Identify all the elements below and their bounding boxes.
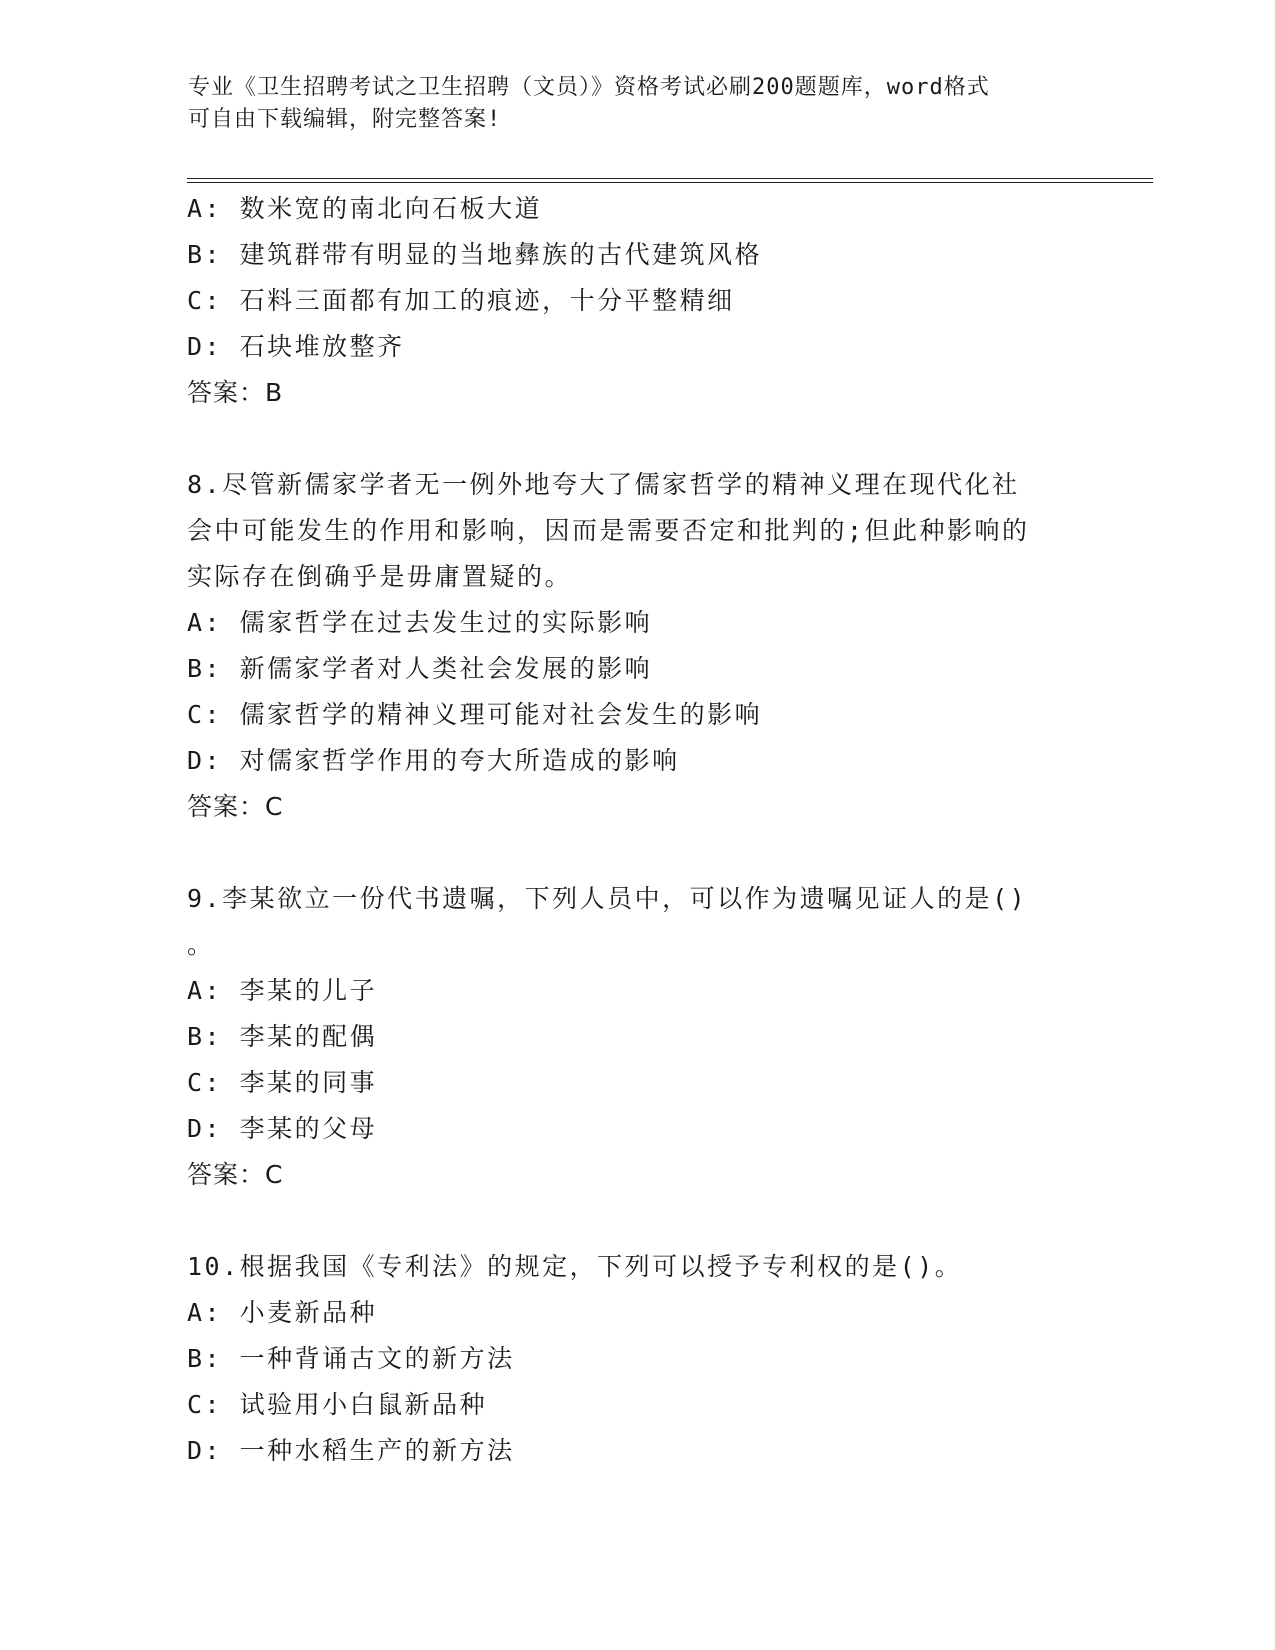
option-b: B: 李某的配偶 xyxy=(187,1022,378,1051)
option-c: C: 李某的同事 xyxy=(187,1068,378,1097)
option-b: B: 一种背诵古文的新方法 xyxy=(187,1344,515,1373)
question-7 xyxy=(187,186,1087,416)
option-d: D: 一种水稻生产的新方法 xyxy=(187,1436,515,1465)
question-text-line: 8.尽管新儒家学者无一例外地夸大了儒家哲学的精神义理在现代化社 xyxy=(187,470,1020,499)
question-text-line: 。 xyxy=(187,930,215,959)
option-c: C: 儒家哲学的精神义理可能对社会发生的影响 xyxy=(187,700,763,729)
option-d: D: 石块堆放整齐 xyxy=(187,332,405,361)
spacer xyxy=(187,1198,1087,1244)
question-text-line: 10.根据我国《专利法》的规定，下列可以授予专利权的是()。 xyxy=(187,1252,963,1281)
option-d: D: 对儒家哲学作用的夸大所造成的影响 xyxy=(187,746,680,775)
option-a: A: 数米宽的南北向石板大道 xyxy=(187,194,543,223)
option-b: B: 新儒家学者对人类社会发展的影响 xyxy=(187,654,653,683)
option-a: A: 儒家哲学在过去发生过的实际影响 xyxy=(187,608,653,637)
option-d: D: 李某的父母 xyxy=(187,1114,378,1143)
answer: 答案：C xyxy=(187,1160,284,1189)
question-8 xyxy=(187,462,1087,830)
spacer xyxy=(187,416,1087,462)
question-text xyxy=(187,876,1087,968)
question-text-line: 9.李某欲立一份代书遗嘱，下列人员中，可以作为遗嘱见证人的是() xyxy=(187,884,1028,913)
header-divider xyxy=(187,178,1153,183)
question-text-line: 会中可能发生的作用和影响，因而是需要否定和批判的;但此种影响的 xyxy=(187,516,1030,545)
option-a: A: 李某的儿子 xyxy=(187,976,378,1005)
question-text xyxy=(187,1244,1087,1290)
option-c: C: 试验用小白鼠新品种 xyxy=(187,1390,488,1419)
header-line-1: 专业《卫生招聘考试之卫生招聘（文员）》资格考试必刷200题题库，word格式 xyxy=(188,75,990,100)
option-a: A: 小麦新品种 xyxy=(187,1298,378,1327)
document-header xyxy=(188,72,1088,136)
header-line-2: 可自由下载编辑，附完整答案! xyxy=(188,107,502,132)
answer: 答案：B xyxy=(187,378,284,407)
question-list xyxy=(187,186,1087,1474)
answer: 答案：C xyxy=(187,792,284,821)
option-c: C: 石料三面都有加工的痕迹，十分平整精细 xyxy=(187,286,735,315)
question-text-line: 实际存在倒确乎是毋庸置疑的。 xyxy=(187,562,573,591)
question-text xyxy=(187,462,1087,600)
question-9 xyxy=(187,876,1087,1198)
question-10 xyxy=(187,1244,1087,1474)
spacer xyxy=(187,830,1087,876)
option-b: B: 建筑群带有明显的当地彝族的古代建筑风格 xyxy=(187,240,763,269)
